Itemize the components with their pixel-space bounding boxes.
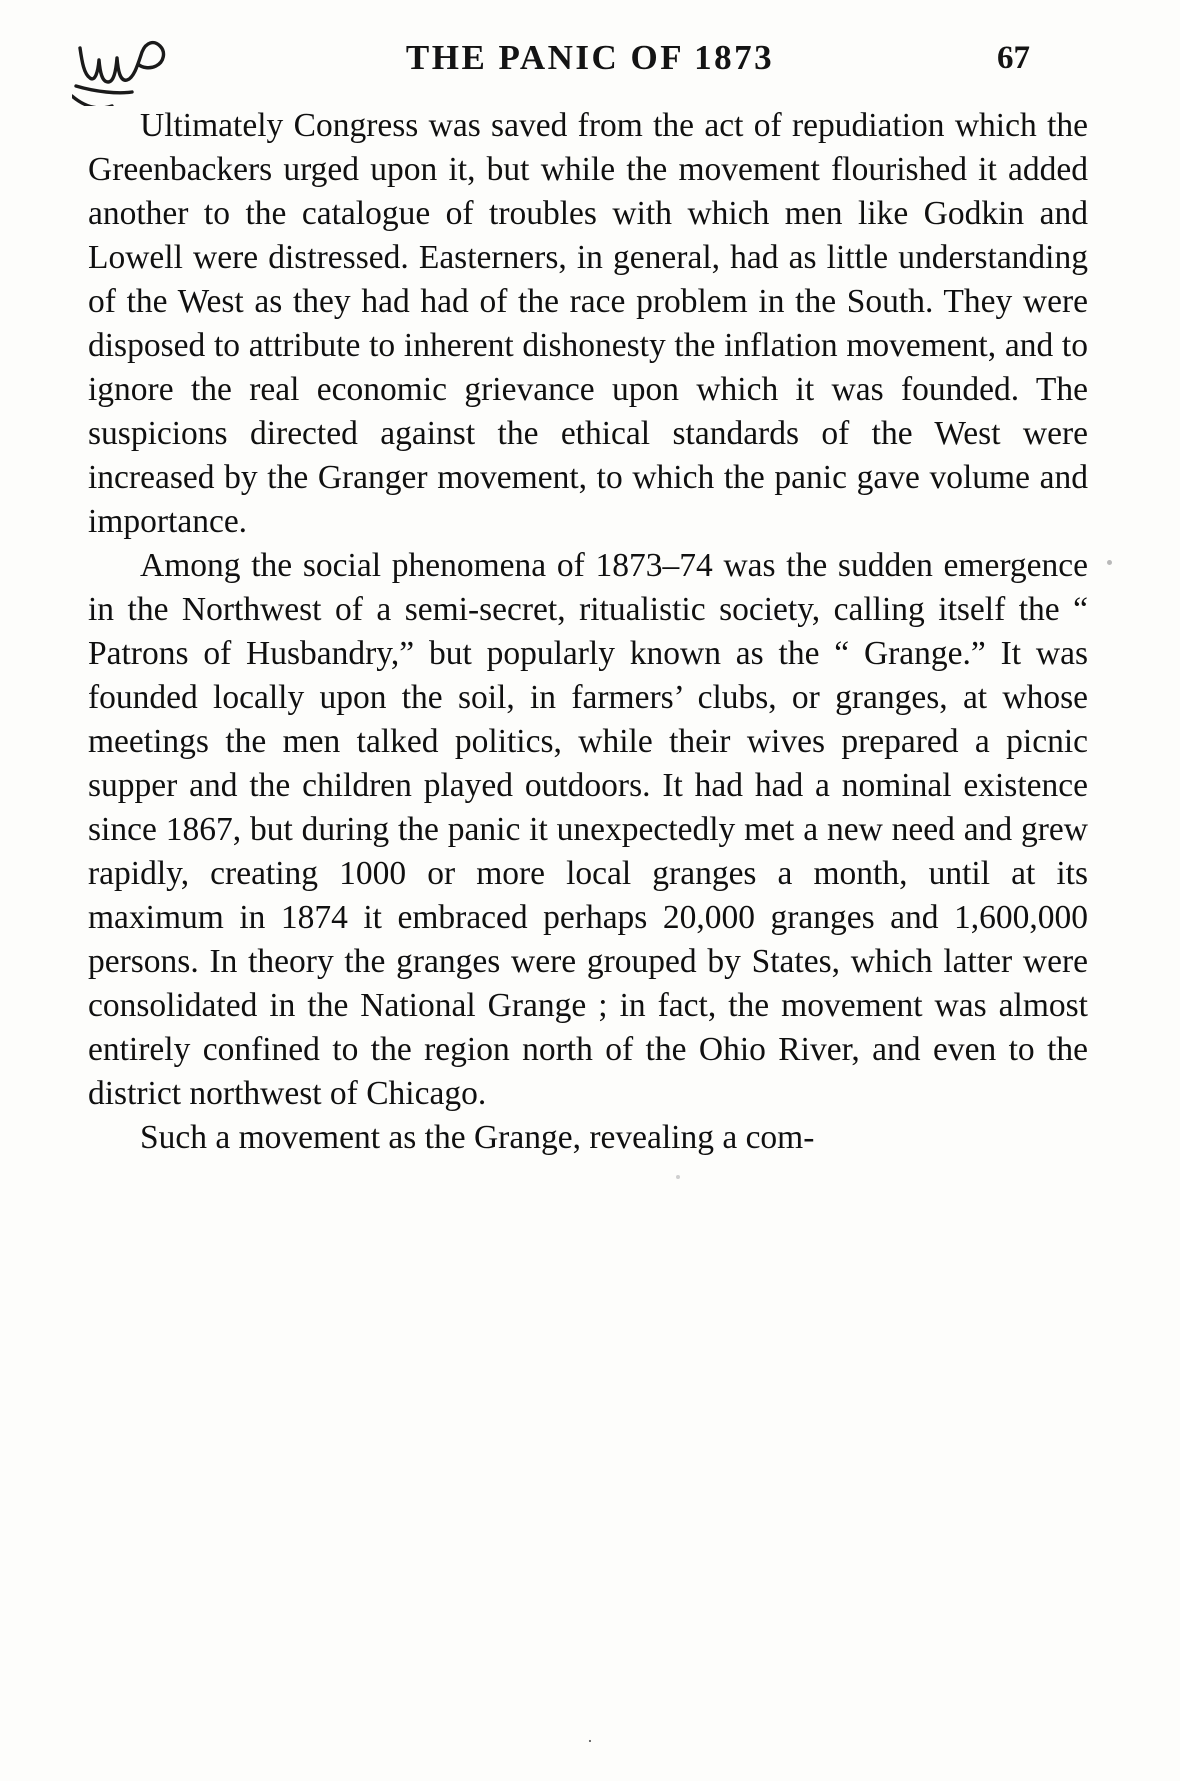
page-body [88,104,1088,1160]
page-header [0,38,1180,90]
page-number: 67 [997,40,1030,76]
paper-speck [676,1175,680,1179]
paragraph-2: Among the social phenomena of 1873–74 was the sudden emergence in the Northwest of a semi-secret, ritualistic society, calling itself the “ Patrons of Husbandry,” but popularly known as the “ Grange.” It was founded locally upon the soil, in farmers’ clubs, or granges, at whose meetings the men talked politics, while their wives prepared a picnic supper and the children played outdoors. It had had a nominal existence since 1867, but during the panic it unexpectedly met a new need and grew rapidly, creating 1000 or more local granges a month, until at its maximum in 1874 it embraced perhaps 20,000 granges and 1,600,000 persons. In theory the granges were grouped by States, which latter were consolidated in the National Grange ; in fact, the movement was almost entirely confined to the region north of the Ohio River, and even to the district northwest of Chicago. [88,547,1088,1112]
paragraph-1: Ultimately Congress was saved from the act of repudiation which the Greenbackers urged upon it, but while the movement flourished it added another to the catalogue of troubles with which men like Godkin and Lowell were distressed. Easterners, in general, had as little understanding of the West as they had had of the race problem in the South. They were disposed to attribute to inherent dishonesty the inflation movement, and to ignore the real economic grievance upon which it was founded. The suspicions directed against the ethical standards of the West were increased by the Granger movement, to which the panic gave volume and importance. [88,107,1088,540]
paper-speck [1107,560,1112,565]
footer-mark: ˙ [586,1736,594,1758]
paragraph-3-fragment: Such a movement as the Grange, revealing a com- [140,1119,815,1156]
page-title: THE PANIC OF 1873 [405,38,775,77]
